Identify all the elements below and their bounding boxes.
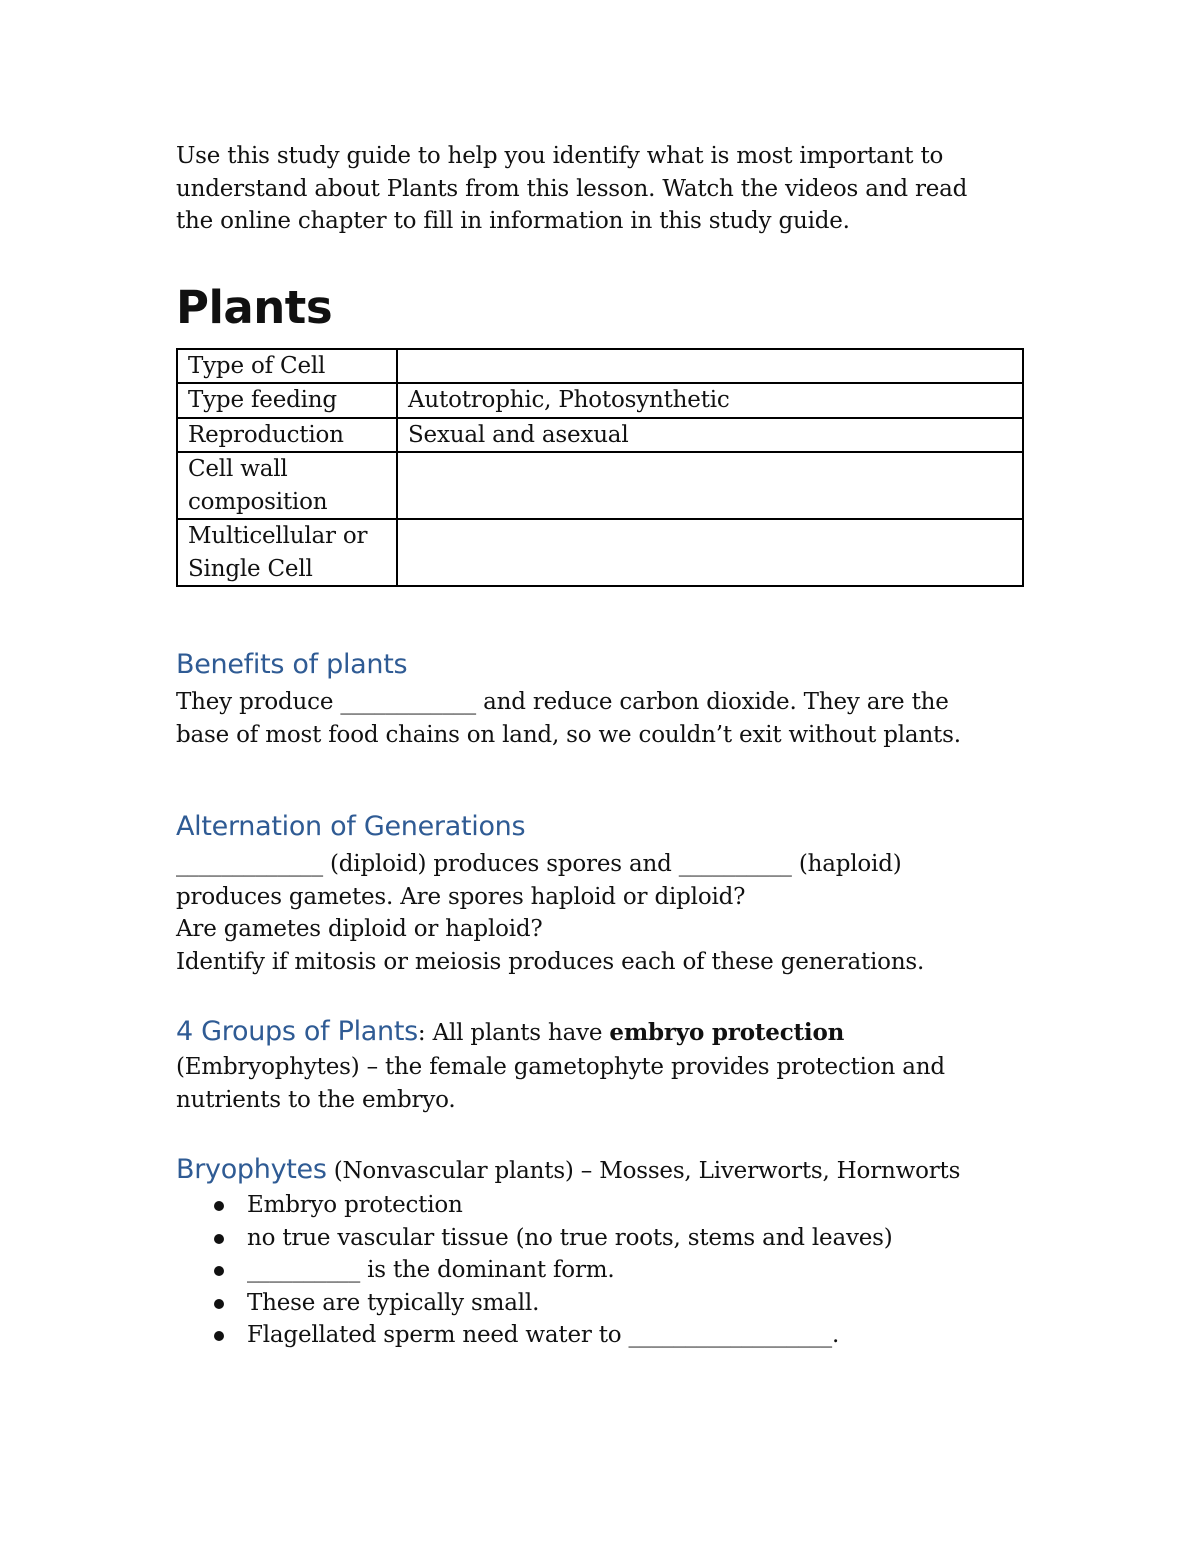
intro-line: Use this study guide to help you identify what is most important to xyxy=(176,143,944,169)
alternation-line: Identify if mitosis or meiosis produces each of these generations. xyxy=(176,948,925,975)
benefits-heading: Benefits of plants xyxy=(176,649,408,680)
alternation-section xyxy=(176,809,1036,978)
list-item-text: These are typically small. xyxy=(247,1289,540,1316)
table-cell-label-line: composition xyxy=(188,488,328,515)
table-cell-label xyxy=(177,519,397,586)
benefits-section xyxy=(176,647,1036,751)
list-item xyxy=(176,1189,1036,1222)
bryophytes-list xyxy=(176,1189,1036,1352)
bullet-icon xyxy=(214,1201,224,1211)
alternation-line: Are gametes diploid or haploid? xyxy=(176,916,543,942)
intro-line: the online chapter to fill in information in this study guide. xyxy=(176,208,850,234)
groups-line: nutrients to the embryo. xyxy=(176,1086,456,1113)
bryophytes-heading-line xyxy=(176,1152,1036,1189)
benefits-line: They produce ____________ and reduce carbon dioxide. They are the xyxy=(176,689,949,715)
bryophytes-subtitle: (Nonvascular plants) – Mosses, Liverworts, Hornworts xyxy=(326,1158,961,1184)
alternation-line: _____________ (diploid) produces spores and __________ (haploid) xyxy=(176,851,902,877)
table-cell-value: Sexual and asexual xyxy=(397,418,1023,453)
document-page xyxy=(176,140,1036,1352)
intro-line: understand about Plants from this lesson. Watch the videos and read xyxy=(176,175,968,202)
list-item xyxy=(176,1319,1036,1352)
table-row xyxy=(177,418,1023,453)
table-row xyxy=(177,519,1023,586)
table-cell-value: Autotrophic, Photosynthetic xyxy=(397,383,1023,418)
bullet-icon xyxy=(214,1266,224,1276)
plant-properties-table xyxy=(176,348,1024,588)
table-cell-value xyxy=(397,349,1023,384)
list-item xyxy=(176,1254,1036,1287)
bullet-icon xyxy=(214,1234,224,1244)
table-row xyxy=(177,383,1023,418)
list-item xyxy=(176,1287,1036,1320)
groups-heading: 4 Groups of Plants xyxy=(176,1016,418,1047)
groups-heading-line xyxy=(176,1014,1036,1051)
table-cell-label: Reproduction xyxy=(177,418,397,453)
table-cell-label xyxy=(177,452,397,519)
bullet-icon xyxy=(214,1299,224,1309)
list-item xyxy=(176,1222,1036,1255)
table-cell-label-line: Single Cell xyxy=(188,555,313,582)
table-cell-label: Type of Cell xyxy=(177,349,397,384)
table-cell-label-line: Cell wall xyxy=(188,456,288,482)
page-title: Plants xyxy=(176,280,333,334)
table-cell-label: Type feeding xyxy=(177,383,397,418)
table-cell-value xyxy=(397,519,1023,586)
alternation-line: produces gametes. Are spores haploid or diploid? xyxy=(176,883,746,910)
bryophytes-heading: Bryophytes xyxy=(176,1154,327,1185)
list-item-text: __________ is the dominant form. xyxy=(247,1257,615,1283)
groups-intro-text: : All plants have xyxy=(417,1020,610,1046)
list-item-text: no true vascular tissue (no true roots, stems and leaves) xyxy=(247,1224,893,1251)
list-item-text: Flagellated sperm need water to __________________. xyxy=(247,1322,840,1348)
groups-line: (Embryophytes) – the female gametophyte provides protection and xyxy=(176,1054,945,1080)
intro-paragraph xyxy=(176,140,1036,238)
table-cell-label-line: Multicellular or xyxy=(188,523,368,549)
bullet-icon xyxy=(214,1331,224,1341)
groups-bold-text: embryo protection xyxy=(609,1019,845,1046)
bryophytes-section xyxy=(176,1152,1036,1352)
groups-section xyxy=(176,1014,1036,1116)
table-row xyxy=(177,349,1023,384)
alternation-heading: Alternation of Generations xyxy=(176,811,526,842)
table-cell-value xyxy=(397,452,1023,519)
list-item-text: Embryo protection xyxy=(247,1192,463,1218)
benefits-line: base of most food chains on land, so we couldn’t exit without plants. xyxy=(176,721,961,748)
table-row xyxy=(177,452,1023,519)
